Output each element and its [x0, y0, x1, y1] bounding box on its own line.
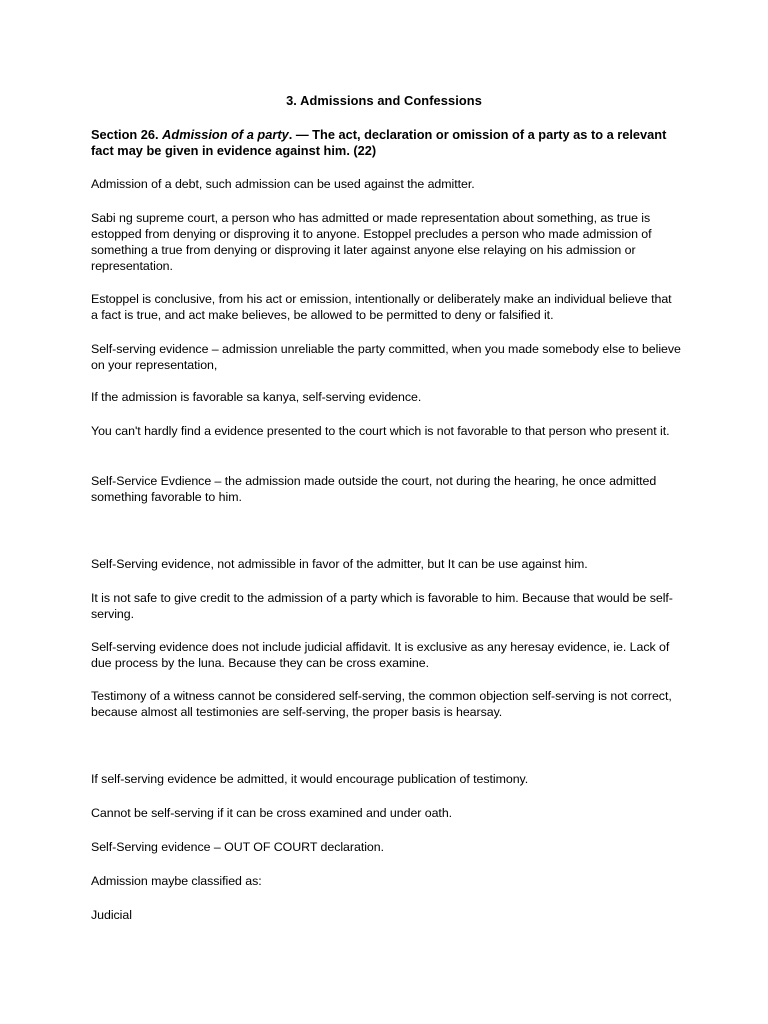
- paragraph: Self-serving evidence does not include judicial affidavit. It is exclusive as any heresay evidence, ie. Lack of due process by the luna. Because they can be cross examine.: [91, 640, 670, 670]
- paragraph: Estoppel is conclusive, from his act or emission, intentionally or deliberately make an individual believe that a fact is true, and act make believes, be allowed to be permitted to deny or falsified it.: [91, 292, 672, 322]
- paragraph: If the admission is favorable sa kanya, self-serving evidence.: [91, 390, 422, 404]
- page-title: 3. Admissions and Confessions: [286, 93, 482, 108]
- paragraph: Admission of a debt, such admission can be used against the admitter.: [91, 177, 475, 191]
- section-number: Section 26.: [91, 127, 159, 142]
- paragraph: Sabi ng supreme court, a person who has admitted or made representation about something, as true is estopped from denying or disproving it to anyone. Estoppel precludes a person who made admission of something a true from denying or disproving it later against anyone else relaying on his admission or representation.: [91, 211, 652, 273]
- paragraph: Self-Serving evidence, not admissible in favor of the admitter, but It can be use against him.: [91, 557, 588, 571]
- paragraph: Judicial: [91, 908, 132, 922]
- paragraph: Self-Service Evdience – the admission made outside the court, not during the hearing, he once admitted something favorable to him.: [91, 474, 657, 504]
- paragraph: Cannot be self-serving if it can be cross examined and under oath.: [91, 806, 453, 820]
- section-name: Admission of a party: [162, 127, 289, 142]
- paragraph: Admission maybe classified as:: [91, 874, 262, 888]
- paragraph: You can't hardly find a evidence presented to the court which is not favorable to that person who present it.: [91, 424, 670, 438]
- section-text: . — The act, declaration or omission of a party as to a relevant fact may be given in evidence against him. (22): [91, 127, 667, 158]
- paragraph: Testimony of a witness cannot be considered self-serving, the common objection self-serving is not correct, because almost all testimonies are self-serving, the proper basis is hearsay.: [91, 689, 672, 719]
- paragraph: Self-serving evidence – admission unreliable the party committed, when you made somebody else to believe on your representation,: [91, 342, 681, 372]
- paragraph: Self-Serving evidence – OUT OF COURT declaration.: [91, 840, 384, 854]
- paragraph: If self-serving evidence be admitted, it would encourage publication of testimony.: [91, 772, 529, 786]
- paragraph: It is not safe to give credit to the admission of a party which is favorable to him. Because that would be self-serving.: [91, 591, 673, 621]
- section-heading: [91, 127, 671, 159]
